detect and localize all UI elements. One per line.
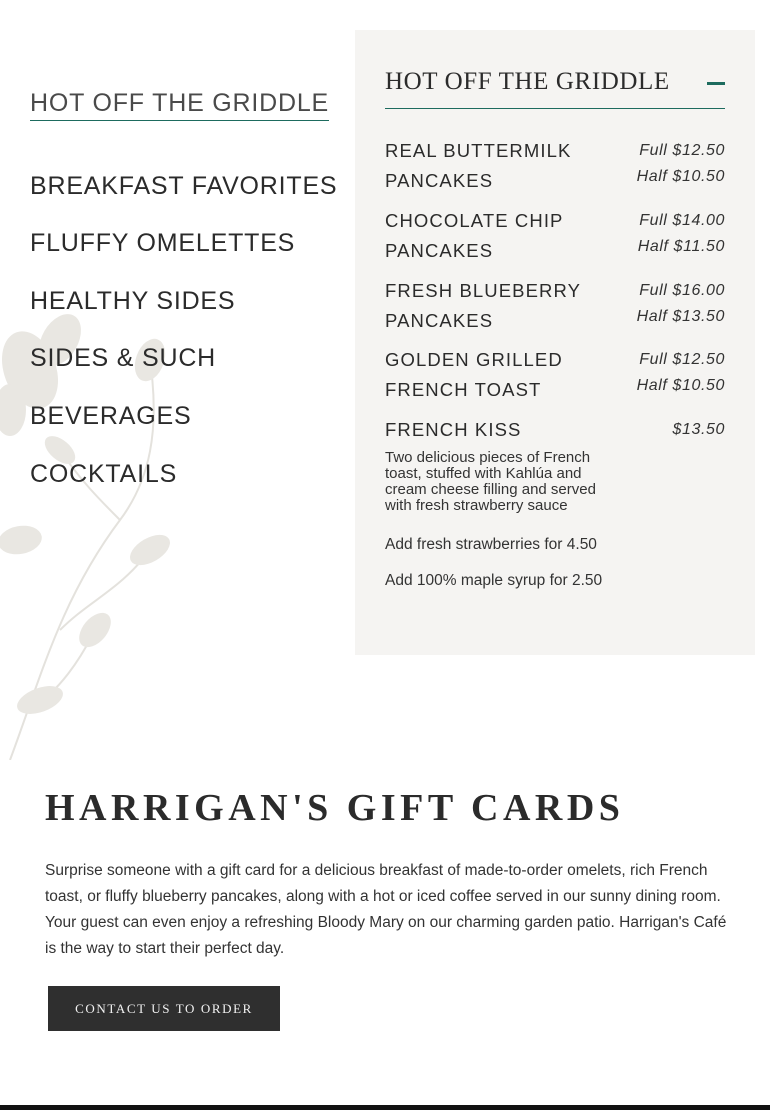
addon-strawberries: Add fresh strawberries for 4.50 — [385, 536, 597, 553]
item-name: GOLDEN GRILLED FRENCH TOAST — [385, 349, 563, 400]
item-description: Two delicious pieces of French toast, stuffed with Kahlúa and cream cheese filling and served with fresh strawberry sauce — [385, 449, 596, 514]
menu-item — [385, 136, 725, 206]
nav-item-healthy-sides[interactable]: HEALTHY SIDES — [30, 286, 236, 315]
nav-item-sides-and-such[interactable]: SIDES & SUCH — [30, 344, 217, 373]
menu-item-special — [385, 415, 725, 591]
item-name: CHOCOLATE CHIP PANCAKES — [385, 210, 564, 261]
footer-edge — [0, 1105, 770, 1110]
item-prices — [672, 417, 725, 443]
nav-item-beverages[interactable]: BEVERAGES — [30, 401, 192, 430]
panel-title: HOT OFF THE GRIDDLE — [385, 68, 670, 95]
price-full: Full $16.00 — [639, 282, 725, 299]
panel-header[interactable] — [385, 68, 725, 109]
menu-category-nav — [30, 86, 338, 516]
minus-icon[interactable] — [707, 82, 725, 85]
nav-item-cocktails[interactable]: COCKTAILS — [30, 459, 178, 488]
item-name: FRENCH KISS — [385, 419, 522, 440]
price-half: Half $10.50 — [636, 168, 725, 185]
price-full: Full $14.00 — [639, 212, 725, 229]
contact-us-to-order-button[interactable]: CONTACT US TO ORDER — [48, 986, 280, 1031]
menu-item — [385, 345, 725, 415]
menu-panel — [355, 30, 755, 655]
gift-cards-description: Surprise someone with a gift card for a delicious breakfast of made-to-order omelets, rich French toast, or fluffy blueberry pancakes, along with a hot or iced coffee served in our sunny dining room. Your guest can even enjoy a refreshing Bloody Mary on our charming garden patio. Harrigan's Café is the way to start their perfect day. — [45, 862, 727, 957]
menu-item — [385, 206, 725, 276]
menu-item — [385, 276, 725, 345]
price-half: Half $10.50 — [636, 377, 725, 394]
price-half: Half $13.50 — [636, 308, 725, 325]
item-name: FRESH BLUEBERRY PANCAKES — [385, 280, 582, 331]
nav-item-breakfast-favorites[interactable]: BREAKFAST FAVORITES — [30, 171, 338, 200]
nav-item-fluffy-omelettes[interactable]: FLUFFY OMELETTES — [30, 229, 296, 258]
menu-items — [385, 136, 725, 591]
item-prices — [638, 208, 725, 260]
price-half: Half $11.50 — [637, 238, 725, 255]
price-full: Full $12.50 — [639, 351, 725, 368]
price-full: Full $12.50 — [639, 142, 725, 159]
item-prices — [637, 138, 725, 190]
nav-item-hot-off-the-griddle[interactable]: HOT OFF THE GRIDDLE — [30, 86, 329, 121]
price-single: $13.50 — [672, 421, 725, 438]
addon-maple-syrup: Add 100% maple syrup for 2.50 — [385, 572, 603, 589]
item-prices — [637, 278, 725, 330]
item-name: REAL BUTTERMILK PANCAKES — [385, 140, 572, 191]
item-prices — [637, 347, 725, 399]
gift-cards-title: HARRIGAN'S GIFT CARDS — [45, 787, 625, 829]
